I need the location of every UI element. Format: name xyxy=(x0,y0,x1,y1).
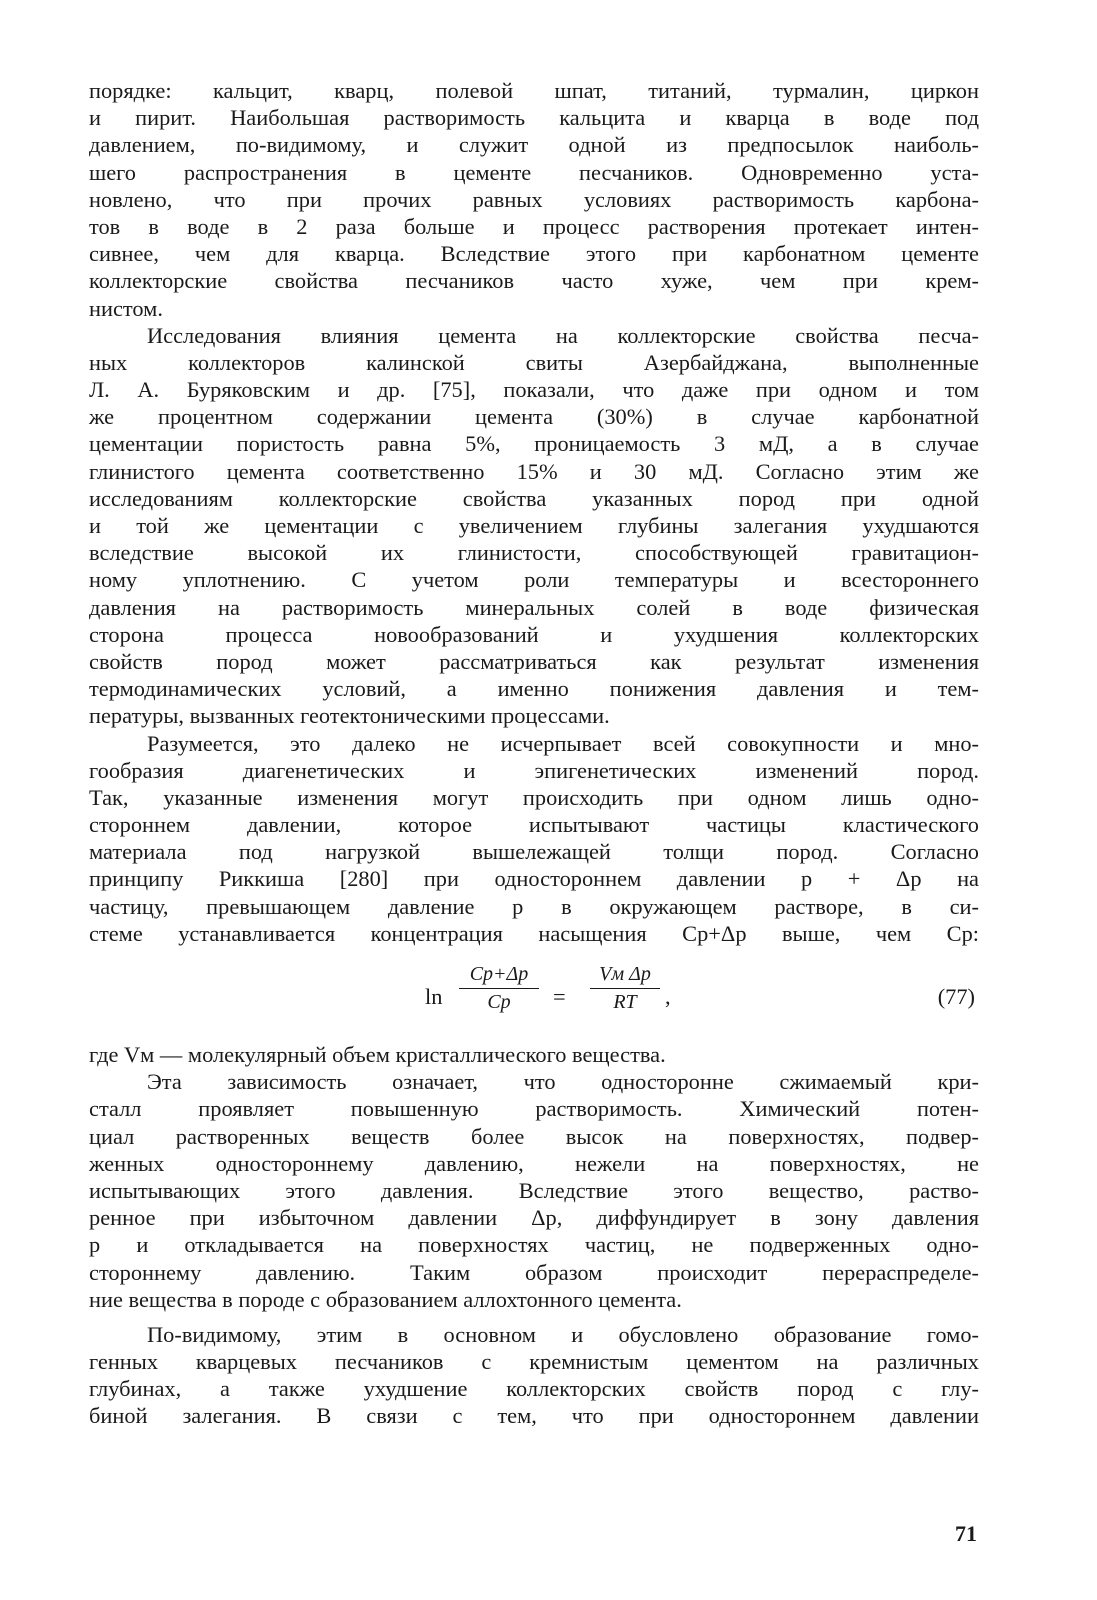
text-line: и пирит. Наибольшая растворимость кальцита и кварца в воде под xyxy=(89,105,979,131)
text-line: материала под нагрузкой вышележащей толщи пород. Согласно xyxy=(89,839,979,865)
text-line: цементации пористость равна 5%, проницаемость 3 мД, а в случае xyxy=(89,431,979,457)
paragraph xyxy=(89,730,979,948)
text-line: сталл проявляет повышенную растворимость. Химический потен- xyxy=(89,1096,979,1122)
text-line: циал растворенных веществ более высок на поверхностях, подвер- xyxy=(89,1123,979,1149)
text-line: принципу Риккиша [280] при одностороннем давлении p + Δp на xyxy=(89,866,979,892)
text-line: коллекторские свойства песчаников часто хуже, чем при крем- xyxy=(89,268,979,294)
lhs-denominator: Cp xyxy=(487,991,511,1013)
text-line: стороннем давлении, которое испытывают частицы кластического xyxy=(89,812,979,838)
text-line: генных кварцевых песчаников с кремнистым цементом на различных xyxy=(89,1349,979,1375)
paragraph xyxy=(89,1321,979,1430)
equation-number: (77) xyxy=(937,984,975,1009)
text-line: термодинамических условий, а именно понижения давления и тем- xyxy=(89,676,979,702)
page-number: 71 xyxy=(955,1521,977,1546)
text-line: гообразия диагенетических и эпигенетических изменений пород. xyxy=(89,757,979,783)
paragraph xyxy=(89,322,979,730)
text-line: новлено, что при прочих равных условиях растворимость карбона- xyxy=(89,186,979,212)
paragraph xyxy=(89,1068,979,1313)
equation-expression xyxy=(425,957,705,1035)
rhs-numerator: Vм Δp xyxy=(599,963,651,985)
text-line: шего распространения в цементе песчаников. Одновременно уста- xyxy=(89,159,979,185)
text-line: частицу, превышающем давление p в окружающем растворе, в си- xyxy=(89,893,979,919)
text-line: Разумеется, это далеко не исчерпывает всей совокупности и мно- xyxy=(147,730,979,756)
text-line: биной залегания. В связи с тем, что при одностороннем давлении xyxy=(89,1403,979,1429)
text-line: вследствие высокой их глинистости, способствующей гравитацион- xyxy=(89,540,979,566)
text-line: и той же цементации с увеличением глубины залегания ухудшаются xyxy=(89,513,979,538)
text-line: глинистого цемента соответственно 15% и 30 мД. Согласно этим же xyxy=(89,458,979,484)
text-line: Исследования влияния цемента на коллекторские свойства песча- xyxy=(147,322,979,348)
text-line: давления на растворимость минеральных солей в воде физическая xyxy=(89,594,979,620)
text-line: свойств пород может рассматриваться как результат изменения xyxy=(89,648,979,674)
equation-comma: , xyxy=(665,984,671,1009)
text-line: ние вещества в породе с образованием аллохтонного цемента. xyxy=(89,1286,682,1312)
ln-operator: ln xyxy=(425,984,443,1009)
text-line: глубинах, а также ухудшение коллекторских свойств пород с глу- xyxy=(89,1376,979,1402)
equation-77 xyxy=(89,951,979,1039)
text-line: p и откладывается на поверхностях частиц, не подверженных одно- xyxy=(89,1232,979,1258)
text-line: же процентном содержании цемента (30%) в случае карбонатной xyxy=(89,404,979,430)
rhs-denominator: RT xyxy=(613,991,637,1013)
lhs-numerator: Cp+Δp xyxy=(469,963,529,985)
text-line: порядке: кальцит, кварц, полевой шпат, титаний, турмалин, циркон xyxy=(89,78,979,103)
text-line: пературы, вызванных геотектоническими процессами. xyxy=(89,703,610,729)
text-line: Так, указанные изменения могут происходить при одном лишь одно- xyxy=(89,784,979,810)
text-line: исследованиям коллекторские свойства указанных пород при одной xyxy=(89,485,979,511)
text-column xyxy=(89,77,979,1430)
text-line: ному уплотнению. С учетом роли температуры и всестороннего xyxy=(89,567,979,593)
text-line: нистом. xyxy=(89,295,163,321)
text-line: стеме устанавливается концентрация насыщения Cp+Δp выше, чем Cp: xyxy=(89,920,979,946)
fraction-bar xyxy=(590,988,660,989)
equals-sign: = xyxy=(553,984,566,1009)
text-line: Эта зависимость означает, что односторонне сжимаемый кри- xyxy=(147,1069,979,1095)
text-line: давлением, по-видимому, и служит одной из предпосылок наиболь- xyxy=(89,132,979,158)
paragraph-gap xyxy=(89,1313,979,1321)
text-line: По-видимому, этим в основном и обусловлено образование гомо- xyxy=(147,1321,979,1347)
paragraph xyxy=(89,1041,979,1068)
text-line: сивнее, чем для кварца. Вследствие этого при карбонатном цементе xyxy=(89,241,979,267)
lhs-fraction xyxy=(459,961,539,1014)
text-line: где Vм — молекулярный объем кристаллического вещества. xyxy=(89,1042,666,1067)
text-line: сторона процесса новообразований и ухудшения коллекторских xyxy=(89,621,979,647)
text-line: женных одностороннему давлению, нежели на поверхностях, не xyxy=(89,1150,979,1176)
text-line: ных коллекторов калинской свиты Азербайджана, выполненные xyxy=(89,349,979,375)
text-line: Л. А. Буряковским и др. [75], показали, что даже при одном и том xyxy=(89,377,979,403)
text-line: стороннему давлению. Таким образом происходит перераспределе- xyxy=(89,1259,979,1285)
rhs-fraction xyxy=(590,961,660,1014)
paragraph xyxy=(89,77,979,322)
text-line: тов в воде в 2 раза больше и процесс растворения протекает интен- xyxy=(89,213,979,239)
fraction-bar xyxy=(459,988,539,989)
text-line: испытывающих этого давления. Вследствие этого вещество, раство- xyxy=(89,1177,979,1203)
text-line: ренное при избыточном давлении Δp, диффундирует в зону давления xyxy=(89,1205,979,1231)
